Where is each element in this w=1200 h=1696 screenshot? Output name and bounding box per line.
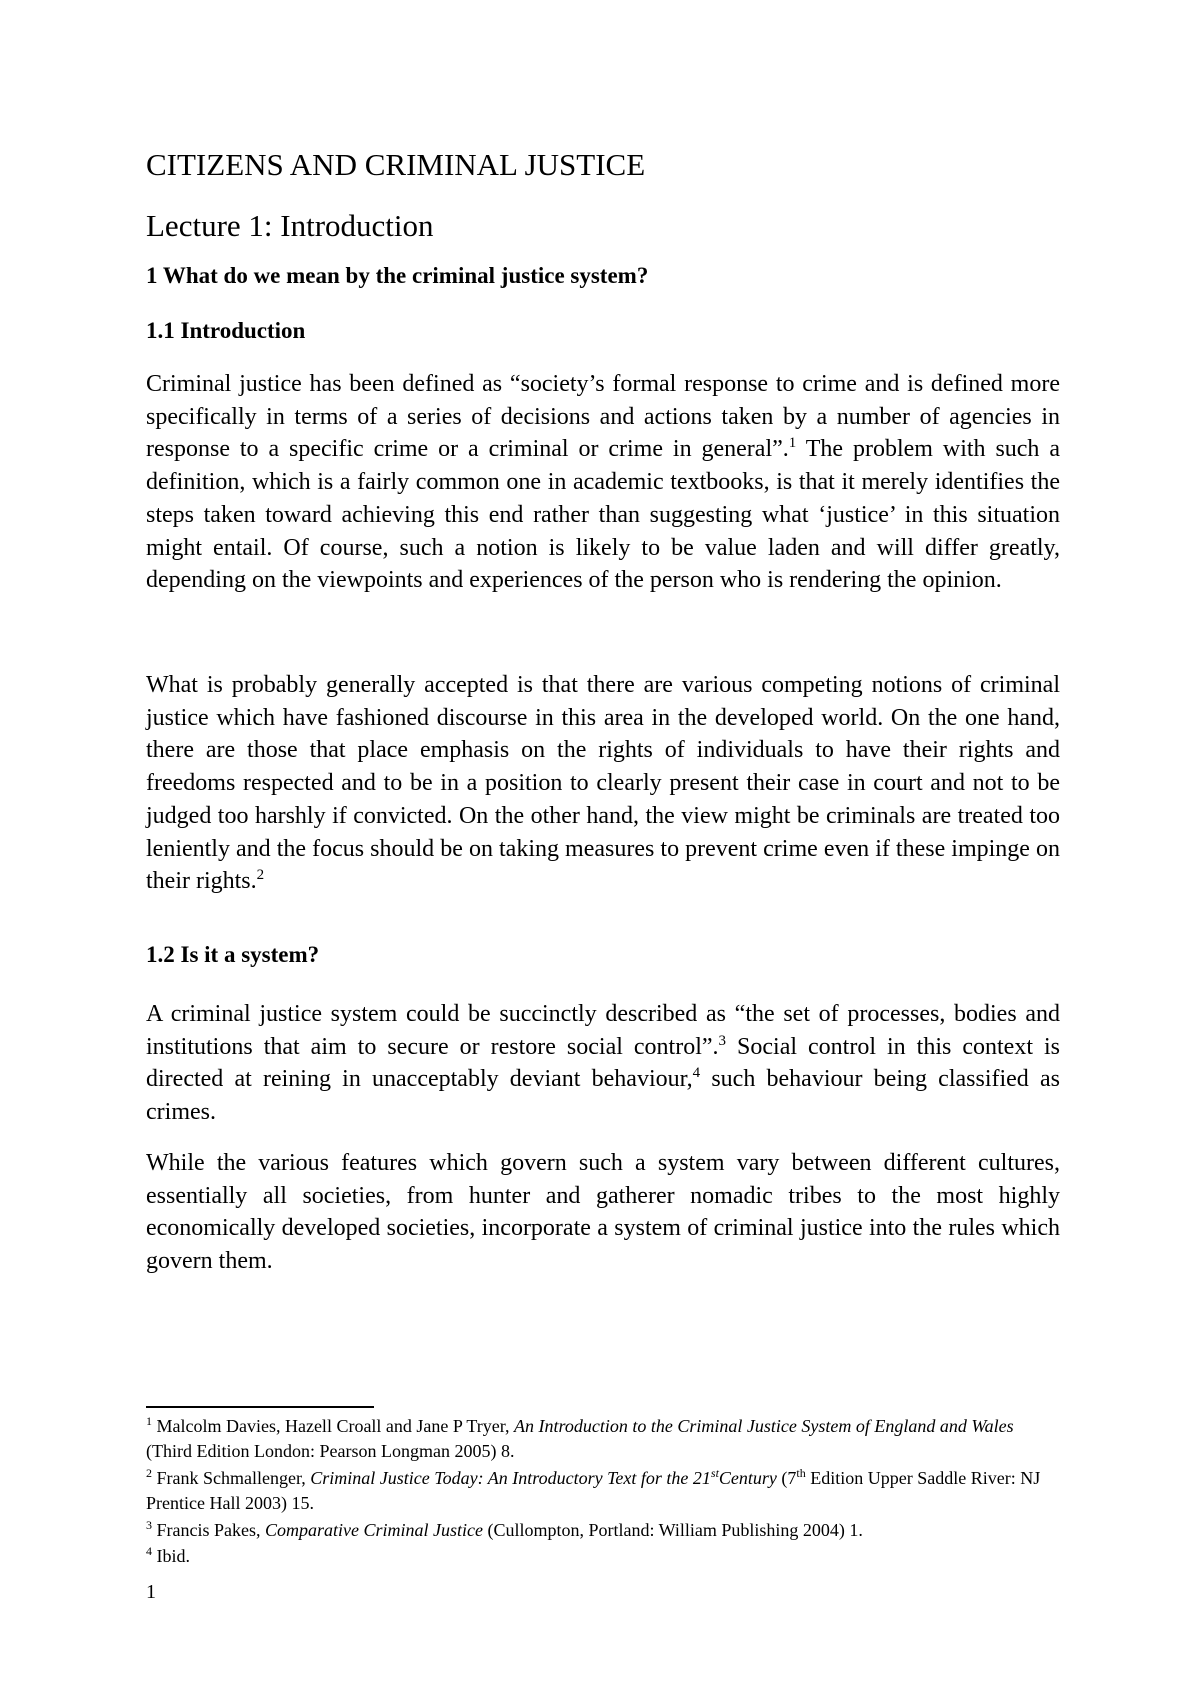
footnote-3-text-b: (Cullompton, Portland: William Publishing 2004) 1. (482, 1520, 863, 1540)
footnote-1-number: 1 (146, 1414, 152, 1428)
paragraph-3-text-b: Social control in this context is directed at reining in unacceptably deviant behaviour, (146, 1033, 1060, 1093)
paragraph-2-text: What is probably generally accepted is that there are various competing notions of criminal justice which have fashioned discourse in this area in the developed world. On the one hand, there are those that place emphasis on the rights of individuals to have their rights and freedoms respected and to be in a position to clearly present their case in court and not to be judged too harshly if convicted. On the other hand, the view might be criminals are treated too leniently and the focus should be on taking measures to prevent crime even if these impinge on their rights. (146, 672, 1060, 895)
footnote-ref-3[interactable]: 3 (718, 1032, 727, 1049)
footnote-2-text-a: Frank Schmallenger, (152, 1468, 311, 1488)
footnote-divider (146, 1406, 374, 1408)
paragraph-2 (146, 669, 1060, 898)
footnote-2 (146, 1466, 1046, 1516)
footnote-3-title: Comparative Criminal Justice (264, 1520, 483, 1540)
footnote-ref-1[interactable]: 1 (788, 435, 797, 452)
paragraph-1 (146, 368, 1060, 597)
footnote-2-title-sup: st (710, 1466, 719, 1480)
footnote-2-title-end: Century (718, 1468, 777, 1488)
footnote-ref-2[interactable]: 2 (256, 867, 265, 884)
footnote-4-number: 4 (146, 1544, 152, 1558)
footnote-ref-4[interactable]: 4 (692, 1065, 701, 1082)
footnote-1-text-a: Malcolm Davies, Hazell Croall and Jane P Tryer, (152, 1416, 515, 1436)
paragraph-1-text-a: Criminal justice has been defined as “society’s formal response to crime and is defined more specifically in terms of a series of decisions and actions taken by a number of agencies in response to a specific crime or a criminal or crime in general”. (146, 371, 1060, 463)
footnote-2-edition-sup: th (796, 1466, 806, 1480)
footnote-2-text-c: Edition Upper Saddle River: NJ Prentice Hall 2003) 15. (146, 1468, 1041, 1513)
footnote-3-text-a: Francis Pakes, (152, 1520, 265, 1540)
footnote-2-title-text: Criminal Justice Today: An Introductory Text for the 21 (310, 1468, 711, 1488)
paragraph-3 (146, 998, 1060, 1129)
paragraph-4: While the various features which govern such a system vary between different cultures, essentially all societies, from hunter and gatherer nomadic tribes to the most highly economically developed societies, incorporate a system of criminal justice into the rules which govern them. (146, 1150, 1060, 1275)
paragraph-3-text-c: such behaviour being classified as crimes. (146, 1066, 1060, 1126)
section-heading-1-1: 1.1 Introduction (146, 318, 306, 343)
footnote-4-text: Ibid. (152, 1546, 190, 1566)
footnote-1-title: An Introduction to the Criminal Justice System of England and Wales (514, 1416, 1014, 1436)
footnote-2-text-b: (7 (776, 1468, 797, 1488)
lecture-title: Lecture 1: Introduction (146, 208, 434, 243)
paragraph-1-text-b: The problem with such a definition, which is a fairly common one in academic textbooks, is that it merely identifies the steps taken toward achieving this end rather than suggesting what ‘justice’ in this situation might entail. Of course, such a notion is likely to be value laden and will differ greatly, depending on the viewpoints and experiences of the person who is rendering the opinion. (146, 436, 1060, 594)
footnote-2-title (310, 1468, 777, 1488)
footnote-4 (146, 1544, 1046, 1569)
footnote-2-number: 2 (146, 1466, 152, 1480)
footnote-3-number: 3 (146, 1518, 152, 1532)
footnote-1-text-b: (Third Edition London: Pearson Longman 2005) 8. (146, 1441, 515, 1461)
footnote-1 (146, 1414, 1046, 1464)
footnote-3 (146, 1518, 1046, 1543)
section-heading-1: 1 What do we mean by the criminal justice system? (146, 263, 649, 288)
document-title: CITIZENS AND CRIMINAL JUSTICE (146, 147, 646, 182)
section-heading-1-2: 1.2 Is it a system? (146, 942, 320, 967)
page-number: 1 (146, 1581, 156, 1603)
paragraph-3-text-a: A criminal justice system could be succinctly described as “the set of processes, bodies and institutions that aim to secure or restore social control”. (146, 1001, 1060, 1060)
